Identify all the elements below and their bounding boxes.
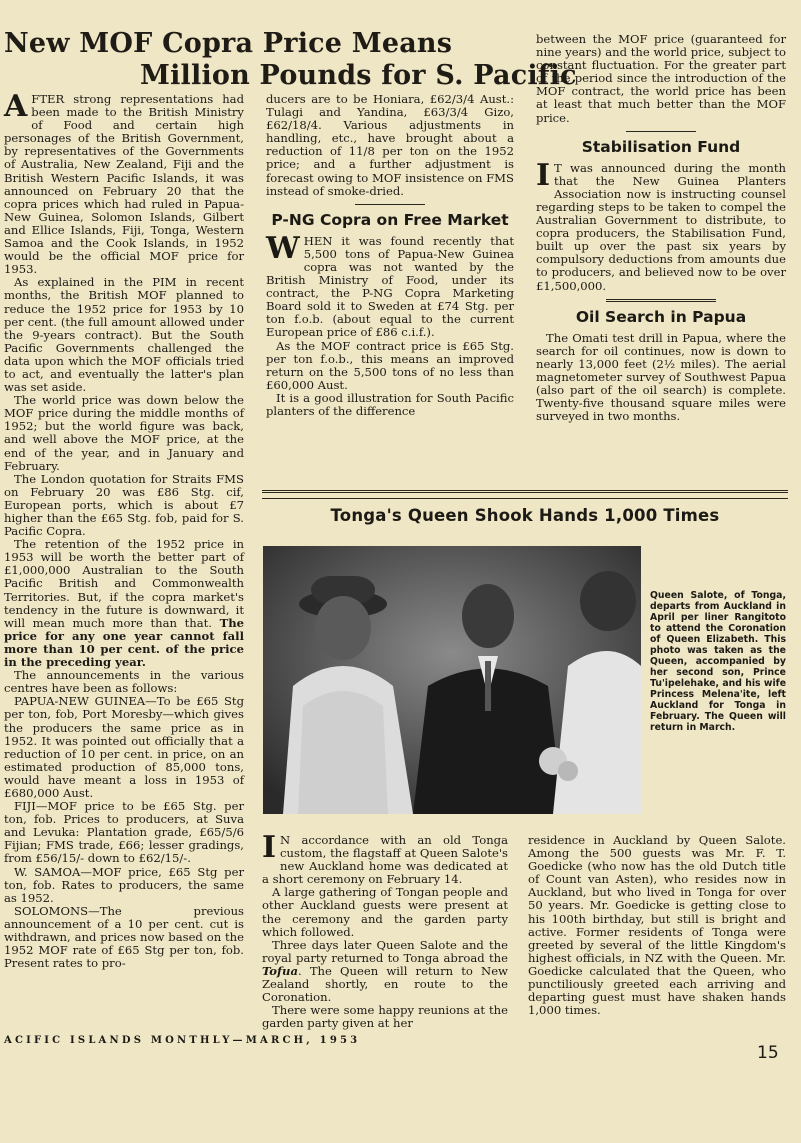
column-2	[266, 93, 514, 418]
ship-name: Tofua	[262, 963, 298, 978]
paragraph: A large gathering of Tongan people and other Auckland guests were present at the ceremony and the garden party which followed.	[262, 885, 508, 939]
dropcap: A	[4, 89, 28, 124]
paragraph: The world price was down below the MOF price during the middle months of 1952; but the world figure was back, and well above the MOF price, at the end of the year, and in January and February.	[4, 393, 244, 473]
photo	[263, 546, 641, 814]
paragraph: Three days later Queen Salote and the royal party returned to Tonga abroad the	[262, 937, 508, 965]
subheading: Stabilisation Fund	[581, 137, 741, 156]
paragraph: between the MOF price (guaranteed for nine years) and the world price, subject to constant fluctuation. For the greater part of the period since the introduction of the MOF contract, the world price has been at least that much better than the MOF price.	[536, 32, 786, 125]
paragraph: SOLOMONS—The previous announcement of a 10 per cent. cut is withdrawn, and prices now based on the 1952 MOF rate of £65 Stg per ton, fob. Present rates to pro-	[4, 903, 244, 971]
tonga-column-1	[262, 830, 508, 1031]
paragraph: The announcements in the various centres have been as follows:	[4, 668, 244, 696]
paragraph: FTER strong representations had been made to the British Ministry of Food and certain high personages of the British Government, by representatives of the Governments of Australia, New Zealand, Fiji and the British Western Pacific Islands, it was announced on February 20 that the copra prices which had ruled in Papua-New Guinea, Solomon Islands, Gilbert and Ellice Islands, Fiji, Tonga, Western Samoa and the Cook Islands, in 1952 would be the official MOF price for 1953.	[4, 92, 244, 277]
dropcap: W	[266, 230, 300, 266]
paragraph: As explained in the PIM in recent months, the British MOF planned to reduce the 1952 price for 1953 by 10 per cent. (the full amount allowed under the 9-years contract). But the South Pacific Governments challenged the data upon which the MOF officials tried to act, and eventually the latter's plan was set aside.	[4, 275, 244, 395]
divider	[355, 204, 425, 205]
paragraph: . The Queen will return to New Zealand shortly, en route to the Coronation.	[262, 963, 508, 1005]
bold-statement: The price for any one year cannot fall more than 10 per cent. of the price in the preceding year.	[4, 615, 244, 670]
headline-line-1: New MOF Copra Price Means	[4, 28, 453, 59]
paragraph: ducers are to be Honiara, £62/3/4 Aust.: Tulagi and Yandina, £63/3/4 Gizo, £62/18/4. Various adjustments in handling, etc., have brought about a reduction of 11/8 per ton on the 1952 price; and a further adjustment is forecast owing to MOF insistence on FMS instead of smoke-dried.	[266, 92, 514, 198]
divider	[626, 131, 696, 132]
paragraph: The retention of the 1952 price in 1953 will be worth the better part of £1,000,000 Australian to the South Pacific British and Commonwealth Territories. But, if the copra market's tendency in the future is downward, it will mean much more than that.	[4, 537, 244, 630]
paragraph: FIJI—MOF price to be £65 Stg. per ton, fob. Prices to producers, at Suva and Levuka: Plantation grade, £65/5/6 Fijian; FMS trade, £66; lesser gradings, from £56/15/- down to £62/15/-.	[4, 799, 244, 866]
footer-publication: ACIFIC ISLANDS MONTHLY—MARCH, 1953	[4, 1035, 361, 1046]
section-divider	[262, 498, 788, 499]
paragraph: T was announced during the month that the New Guinea Planters Association now is instructing counsel regarding steps to be taken to compel the Australian Government to distribute, to copra producers, the Stabilisation Fund, built up over the past six years by compulsory deductions from amounts due to producers, and believed now to be over £1,500,000.	[536, 160, 786, 293]
dropcap: I	[262, 830, 277, 865]
divider	[606, 299, 716, 302]
paragraph: residence in Auckland by Queen Salote. Among the 500 guests was Mr. F. T. Goedicke (who now has the old Dutch title of Count van Asten), who resides now in Auckland, but who lived in Tonga for over 50 years. Mr. Goedicke is getting close to his 100th birthday, but still is bright and active. Former residents of Tonga were greeted by several of the little Kingdom's highest officials, in NZ with the Queen. Mr. Goedicke calculated that the Queen, who punctiliously greeted each arriving and departing guest must have shaken hands 1,000 times.	[528, 833, 786, 1018]
paragraph: It is a good illustration for South Pacific planters of the difference	[266, 390, 514, 418]
paragraph: PAPUA-NEW GUINEA—To be £65 Stg per ton, fob, Port Moresby—which gives the producers the same price as in 1952. It was pointed out officially that a reduction of 10 per cent. in price, on an estimated production of 85,000 tons, would have meant a loss in 1953 of £680,000 Aust.	[4, 694, 244, 800]
headline-line-2: Million Pounds for S. Pacific	[140, 60, 577, 91]
paragraph: As the MOF contract price is £65 Stg. per ton f.o.b., this means an improved return on the 5,500 tons of no less than £60,000 Aust.	[266, 338, 514, 392]
subheading: P-NG Copra on Free Market	[271, 210, 509, 229]
paragraph: N accordance with an old Tonga custom, the flagstaff at Queen Salote's new Auckland home was dedicated at a short ceremony on February 14.	[262, 833, 508, 887]
paragraph: The London quotation for Straits FMS on February 20 was £86 Stg. cif, European ports, which is about £7 higher than the £65 Stg. fob, paid for S. Pacific Copra.	[4, 471, 244, 539]
photo-illustration	[263, 546, 641, 814]
paragraph: HEN it was found recently that 5,500 tons of Papua-New Guinea copra was not wanted by the British Ministry of Food, under its contract, the P-NG Copra Marketing Board sold it to Sweden at £74 Stg. per ton f.o.b. (about equal to the current European price of £86 c.i.f.).	[266, 233, 514, 340]
page-number: 15	[757, 1043, 779, 1063]
tonga-column-2	[528, 834, 786, 1017]
column-1	[4, 89, 244, 971]
section-divider	[262, 490, 788, 493]
photo-caption: Queen Salote, of Tonga, departs from Auckland in April per liner Rangitoto to attend the Coronation of Queen Elizabeth. This photo was taken as the Queen, accompanied by her second son, Prince Tu'ipelehake, and his wife Princess Melena'ite, left Auckland for Tonga in February. The Queen will return in March.	[650, 590, 786, 733]
paragraph: W. SAMOA—MOF price, £65 Stg per ton, fob. Rates to producers, the same as 1952.	[4, 864, 244, 905]
subheading: Oil Search in Papua	[575, 307, 747, 326]
article-title: Tonga's Queen Shook Hands 1,000 Times	[330, 506, 720, 525]
dropcap: I	[536, 157, 551, 193]
column-3	[536, 33, 786, 423]
paragraph: The Omati test drill in Papua, where the search for oil continues, now is down to nearly 13,000 feet (2½ miles). The aerial magnetometer survey of Southwest Papua (also part of the oil search) is complete. Twenty-five thousand square miles were surveyed in two months.	[536, 330, 786, 424]
paragraph: There were some happy reunions at the garden party given at her	[262, 1003, 508, 1031]
